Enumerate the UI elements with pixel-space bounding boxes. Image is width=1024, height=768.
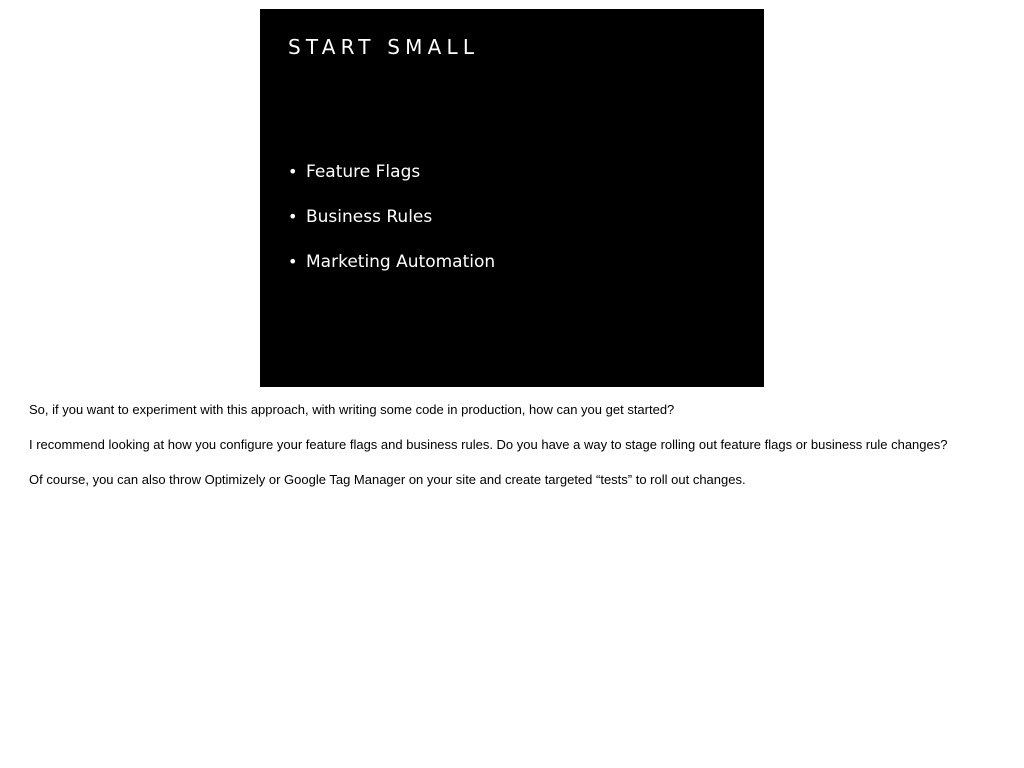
note-paragraph: I recommend looking at how you configure your feature flags and business rules. Do you have a way to stage rolling out feature flags or business rule changes? [29,437,948,452]
bullet-icon: • [288,252,298,271]
note-paragraph: So, if you want to experiment with this approach, with writing some code in production, how can you get started? [29,402,675,417]
bullet-list [288,160,495,295]
bullet-text: Marketing Automation [306,252,496,272]
bullet-item [288,250,495,295]
slide-thumbnail [260,9,764,387]
bullet-text: Feature Flags [306,162,421,182]
bullet-icon: • [288,207,298,226]
bullet-item [288,160,495,205]
note-paragraph: Of course, you can also throw Optimizely or Google Tag Manager on your site and create targeted “tests” to roll out changes. [29,472,746,487]
bullet-item [288,205,495,250]
slide-title: START SMALL [288,35,480,59]
speaker-notes [29,401,999,506]
bullet-text: Business Rules [306,207,433,227]
bullet-icon: • [288,162,298,181]
